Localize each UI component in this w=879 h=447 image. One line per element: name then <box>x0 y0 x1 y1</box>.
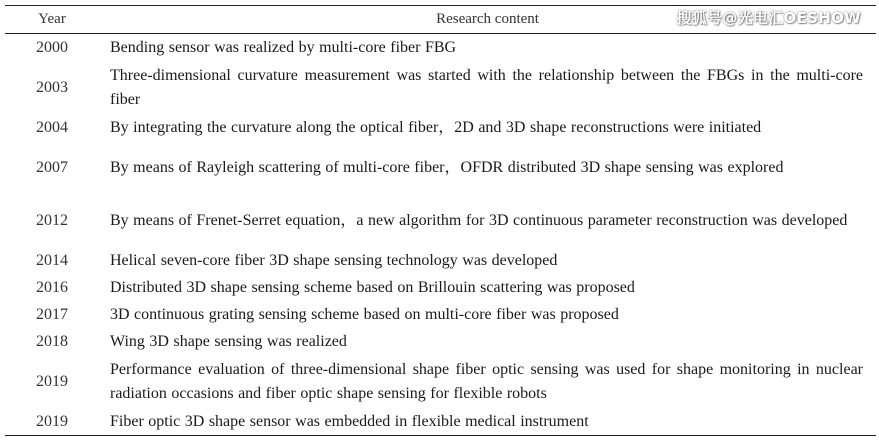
year-column-header: Year <box>38 11 66 27</box>
research-content-cell: By means of Rayleigh scattering of multi-core fiber，OFDR distributed 3D shape sensing was explored <box>110 158 784 176</box>
table-row <box>5 194 876 247</box>
table-row <box>5 274 876 301</box>
year-cell: 2017 <box>36 305 68 323</box>
year-cell: 2004 <box>36 118 68 136</box>
table-row <box>5 34 876 62</box>
table-row <box>5 114 876 141</box>
research-timeline-table-container <box>5 5 876 436</box>
year-cell: 2019 <box>36 412 68 430</box>
research-timeline-table <box>5 5 876 436</box>
research-content-cell: Helical seven-core fiber 3D shape sensing technology was developed <box>110 251 558 269</box>
research-content-cell: Three-dimensional curvature measurement was started with the relationship between the FBGs in the multi-core fiber <box>110 66 863 108</box>
research-content-cell: Distributed 3D shape sensing scheme based on Brillouin scattering was proposed <box>110 278 635 296</box>
table-row <box>5 408 876 436</box>
research-content-cell: Fiber optic 3D shape sensor was embedded in flexible medical instrument <box>110 412 589 430</box>
research-content-column-header: Research content <box>436 11 539 27</box>
research-content-cell: Wing 3D shape sensing was realized <box>110 332 347 350</box>
research-content-cell: Performance evaluation of three-dimensional shape fiber optic sensing was used for shape monitoring in nuclear radiation occasions and fiber optic shape sensing for flexible robots <box>110 360 863 402</box>
year-cell: 2019 <box>36 372 68 390</box>
year-cell: 2016 <box>36 278 68 296</box>
research-content-cell: By integrating the curvature along the optical fiber，2D and 3D shape reconstructions were initiated <box>110 118 762 136</box>
table-row <box>5 328 876 355</box>
table-row <box>5 247 876 274</box>
table-row <box>5 141 876 194</box>
year-cell: 2003 <box>36 78 68 96</box>
table-row <box>5 355 876 408</box>
year-cell: 2012 <box>36 211 68 229</box>
year-cell: 2018 <box>36 332 68 350</box>
research-content-cell: By means of Frenet-Serret equation，a new algorithm for 3D continuous parameter reconstruction was developed <box>110 211 848 229</box>
year-cell: 2000 <box>36 38 68 56</box>
research-content-cell: Bending sensor was realized by multi-core fiber FBG <box>110 38 457 56</box>
research-content-cell: 3D continuous grating sensing scheme based on multi-core fiber was proposed <box>110 305 619 323</box>
table-row <box>5 301 876 328</box>
table-body <box>5 34 876 436</box>
table-row <box>5 61 876 114</box>
sohu-watermark: 搜狐号@光电汇OESHOW <box>676 9 861 27</box>
year-cell: 2014 <box>36 251 68 269</box>
year-cell: 2007 <box>36 158 68 176</box>
